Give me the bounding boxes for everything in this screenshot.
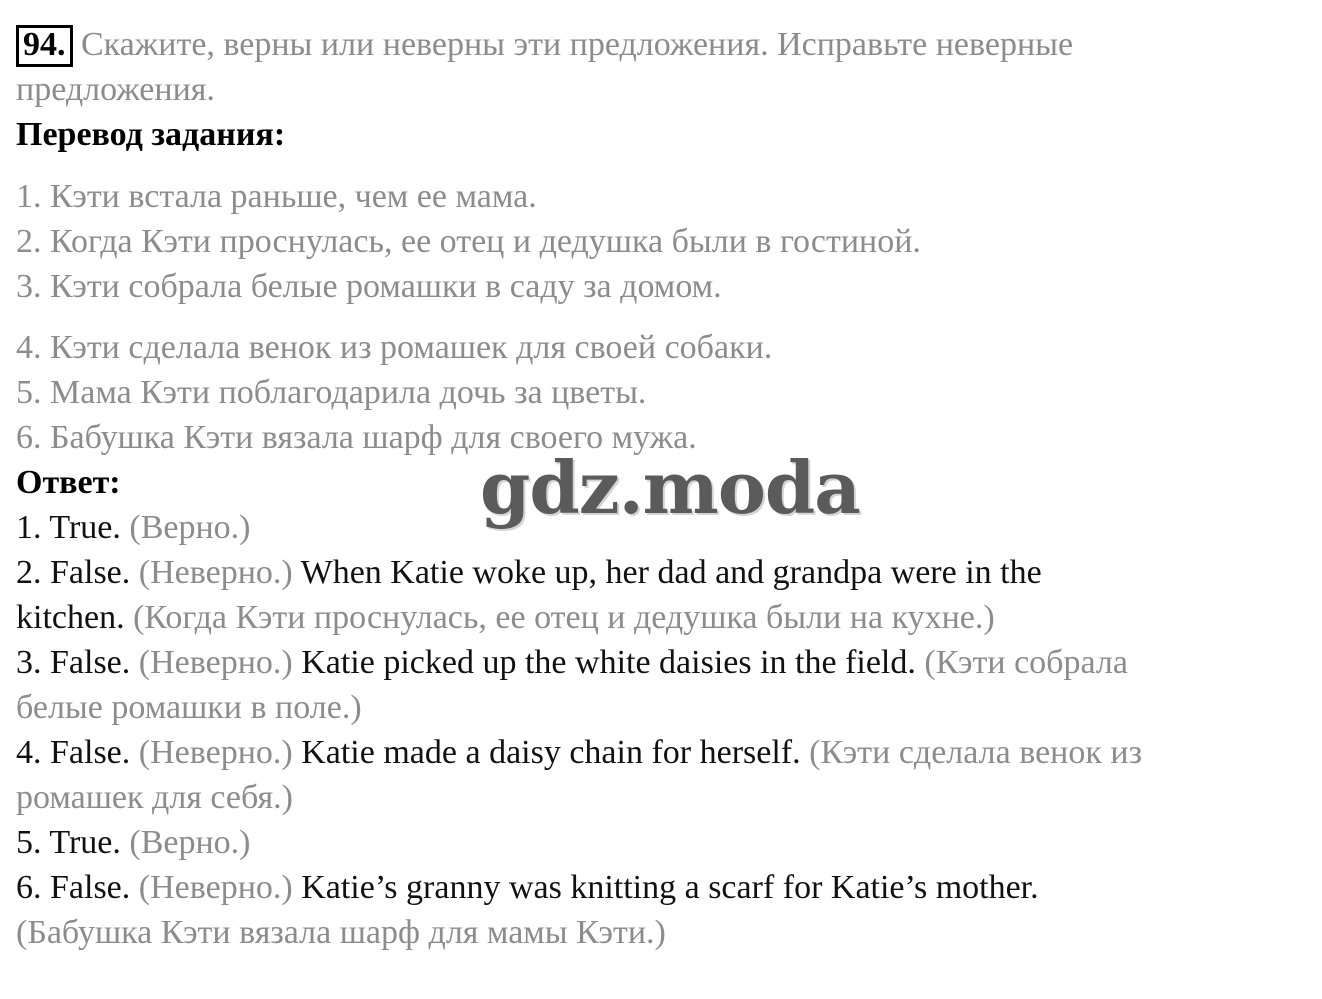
translation-item: 2. Когда Кэти проснулась, ее отец и дедушка были в гостиной.: [16, 223, 921, 260]
translation-item: 1. Кэти встала раньше, чем ее мама.: [16, 178, 537, 215]
spacer: [16, 157, 1312, 174]
answer-translation: (Кэти собрала: [915, 644, 1128, 681]
answer-label: 4. False.: [16, 734, 131, 771]
answer-label: 1. True.: [16, 509, 121, 546]
answer-item-2-cont: [16, 595, 1312, 640]
watermark-logo: gdz.moda: [480, 445, 860, 530]
translation-item: 6. Бабушка Кэти вязала шарф для своего мужа.: [16, 419, 697, 456]
answer-label: 2. False.: [16, 554, 131, 591]
answer-translation-cont: (Бабушка Кэти вязала шарф для мамы Кэти.): [16, 914, 666, 951]
answer-note: (Неверно.): [130, 554, 293, 591]
answer-item-3: [16, 640, 1312, 685]
answer-translation: (Кэти сделала венок из: [800, 734, 1143, 771]
answer-note: (Верно.): [120, 824, 251, 861]
instruction-text-cont: предложения.: [16, 71, 215, 108]
answer-note: (Неверно.): [130, 734, 293, 771]
answer-text: When Katie woke up, her dad and grandpa were in the: [292, 554, 1042, 591]
answer-item-5: [16, 820, 1312, 865]
answer-translation-cont: ромашек для себя.): [16, 779, 293, 816]
answer-translation: (Когда Кэти проснулась, ее отец и дедушка были на кухне.): [124, 599, 995, 636]
answer-text: Katie picked up the white daisies in the field.: [301, 644, 916, 681]
answer-label: 3. False.: [16, 644, 131, 681]
answer-note: (Неверно.): [130, 644, 302, 681]
answer-text: Katie’s granny was knitting a scarf for Katie’s mother.: [292, 869, 1039, 906]
answer-item-2: [16, 550, 1312, 595]
answer-text: kitchen.: [16, 599, 125, 636]
answer-note: (Неверно.): [130, 869, 293, 906]
instruction-text: Скажите, верны или неверны эти предложения. Исправьте неверные: [72, 26, 1074, 63]
answer-item-4: [16, 730, 1312, 775]
spacer: [16, 309, 1312, 325]
answer-note: (Верно.): [120, 509, 251, 546]
exercise-number: 94.: [16, 25, 73, 67]
translation-item: 5. Мама Кэти поблагодарила дочь за цветы.: [16, 374, 647, 411]
answer-text: Katie made a daisy chain for herself.: [292, 734, 801, 771]
translation-item: 4. Кэти сделала венок из ромашек для своей собаки.: [16, 329, 773, 366]
exercise-instruction: [16, 22, 1312, 67]
answer-heading: Ответ:: [16, 464, 121, 501]
answer-item-6: [16, 865, 1312, 910]
translation-heading: Перевод задания:: [16, 116, 286, 153]
answer-label: 5. True.: [16, 824, 121, 861]
answer-label: 6. False.: [16, 869, 131, 906]
answer-translation-cont: белые ромашки в поле.): [16, 689, 362, 726]
translation-item: 3. Кэти собрала белые ромашки в саду за домом.: [16, 268, 722, 305]
